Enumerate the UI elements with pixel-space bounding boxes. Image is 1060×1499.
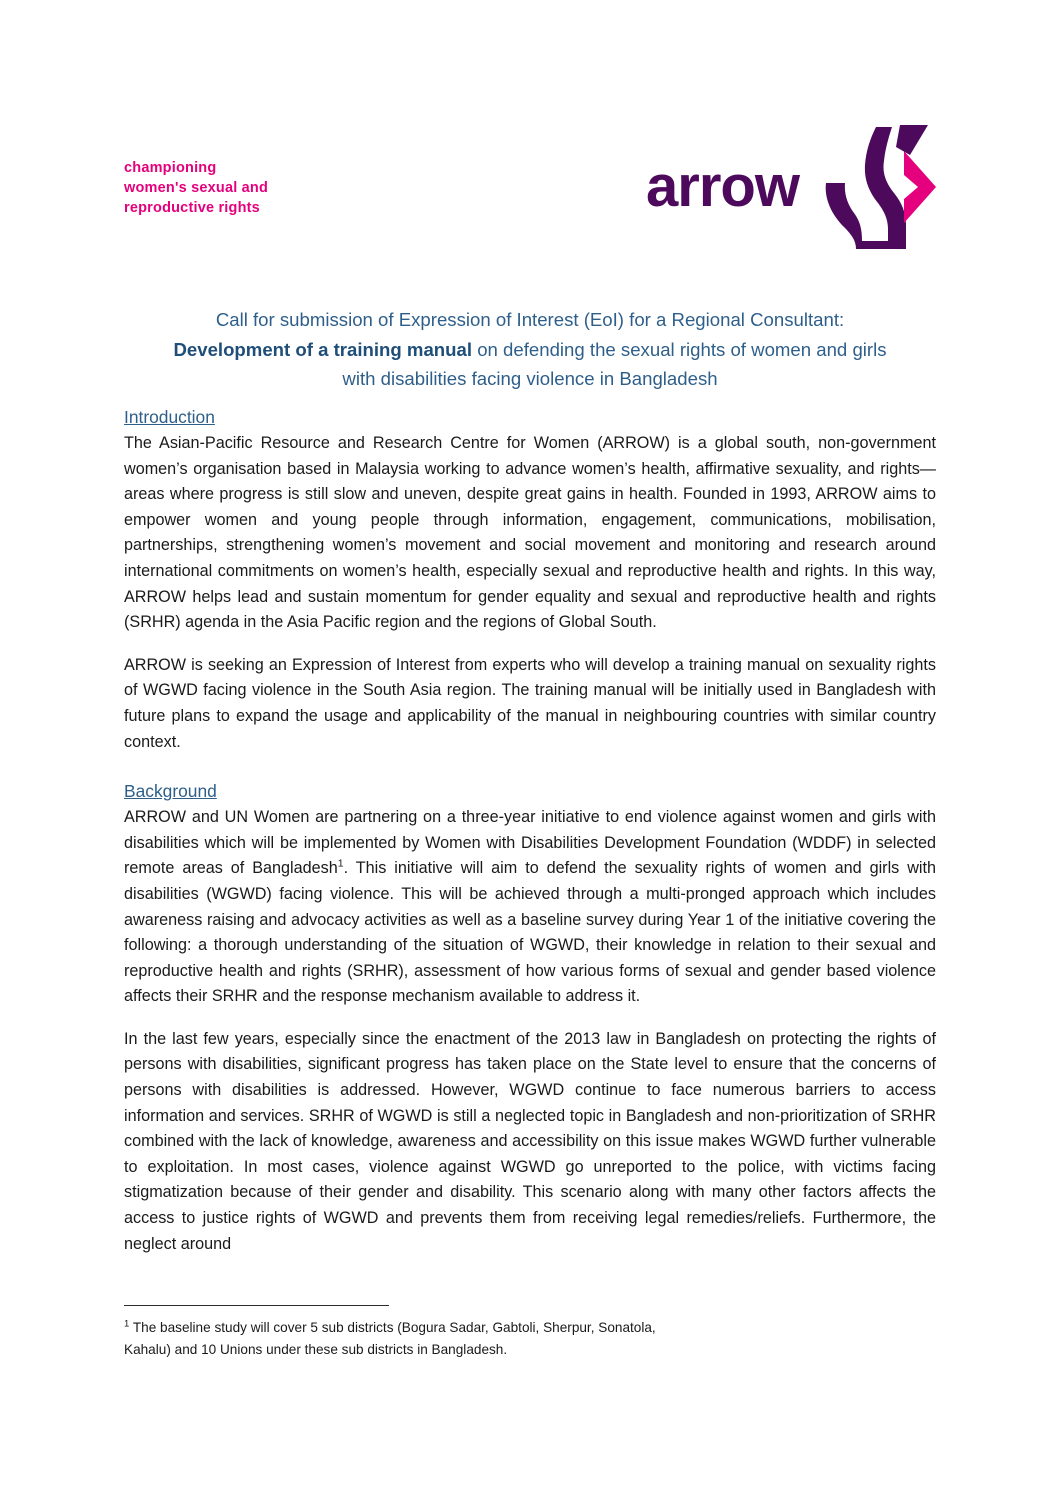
footnote-text xyxy=(124,1317,936,1361)
title-line-3: with disabilities facing violence in Bangladesh xyxy=(342,368,718,389)
title-line-2-rest: on defending the sexual rights of women and girls xyxy=(472,338,887,360)
arrow-wordmark: arrow xyxy=(646,154,799,219)
arrow-woman-silhouette-logo-icon xyxy=(818,125,936,250)
document-header xyxy=(124,125,936,265)
arrow-logo xyxy=(646,125,936,260)
document-body xyxy=(124,404,936,1274)
title-line-2-strong: Development of a training manual xyxy=(173,338,473,360)
tagline-line-3: reproductive rights xyxy=(124,200,260,216)
paragraph-intro-2: ARROW is seeking an Expression of Interest from experts who will develop a training manual on sexuality rights of WGWD facing violence in the South Asia region. The training manual will be initially used in Bangladesh with future plans to expand the usage and applicability of the manual in neighbouring countries with similar country context. xyxy=(124,655,936,751)
paragraph-background-1-part-2: . This initiative will aim to defend the sexuality rights of women and girls with disabilities (WGWD) facing violence. This will be achieved through a multi-pronged approach which includes awareness raising and advocacy activities as well as a baseline survey during Year 1 of the initiative covering the following: a thorough understanding of the situation of WGWD, their knowledge in relation to their sexual and reproductive health and rights (SRHR), assessment of how various forms of sexual and gender based violence affects their SRHR and the response mechanism available to address it. xyxy=(124,859,937,1006)
footnote-area xyxy=(124,1305,936,1361)
brand-tagline xyxy=(124,158,424,218)
section-heading-introduction: Introduction xyxy=(124,407,215,427)
paragraph-background-1 xyxy=(124,805,936,1010)
tagline-line-2: women's sexual and xyxy=(124,180,269,196)
footnote-marker: 1 xyxy=(124,1318,130,1330)
paragraph-background-2: In the last few years, especially since the enactment of the 2013 law in Bangladesh on protecting the rights of persons with disabilities, significant progress has taken place on the State level to ensure that the concerns of persons with disabilities is addressed. However, WGWD continue to face numerous barriers to access information and services. SRHR of WGWD is still a neglected topic in Bangladesh and non-prioritization of SRHR combined with the lack of knowledge, awareness and accessibility on this issue makes WGWD further vulnerable to exploitation. In most cases, violence against WGWD go unreported to the police, with victims facing stigmatization because of their gender and disability. This scenario along with many other factors affects the access to justice rights of WGWD and prevents them from receiving legal remedies/reliefs. Furthermore, the neglect around xyxy=(124,1029,936,1253)
paragraph-intro-1: The Asian-Pacific Resource and Research Centre for Women (ARROW) is a global south, non-government women’s organisation based in Malaysia working to advance women’s health, affirmative sexuality, and rights—areas where progress is still slow and uneven, despite great gains in health. Founded in 1993, ARROW aims to empower women and young people through information, engagement, communications, mobilisation, partnerships, strengthening women’s movement and social movement and monitoring and research around international commitments on women’s health, especially sexual and reproductive health and rights. In this way, ARROW helps lead and sustain momentum for gender equality and sexual and reproductive health and rights (SRHR) agenda in the Asia Pacific region and the regions of Global South. xyxy=(124,434,936,632)
paragraph-background-1-part-1: ARROW and UN Women are partnering on a three-year initiative to end violence against women and girls with disabilities which will be implemented by Women with Disabilities Development Foundation (WDDF) in selected remote areas of Bangladesh xyxy=(124,808,936,878)
footnote-line-2: Kahalu) and 10 Unions under these sub districts in Bangladesh. xyxy=(124,1342,508,1357)
title-line-1: Call for submission of Expression of Interest (EoI) for a Regional Consultant: xyxy=(215,309,845,330)
page-title xyxy=(124,305,936,394)
tagline-line-1: championing xyxy=(124,160,217,176)
footnote-line-1: The baseline study will cover 5 sub districts (Bogura Sadar, Gabtoli, Sherpur, Sonatola, xyxy=(129,1320,656,1335)
footnote-divider xyxy=(124,1305,389,1306)
footnote-marker-ref: 1 xyxy=(337,857,344,870)
section-heading-background: Background xyxy=(124,781,217,802)
title-line-2 xyxy=(124,335,936,365)
